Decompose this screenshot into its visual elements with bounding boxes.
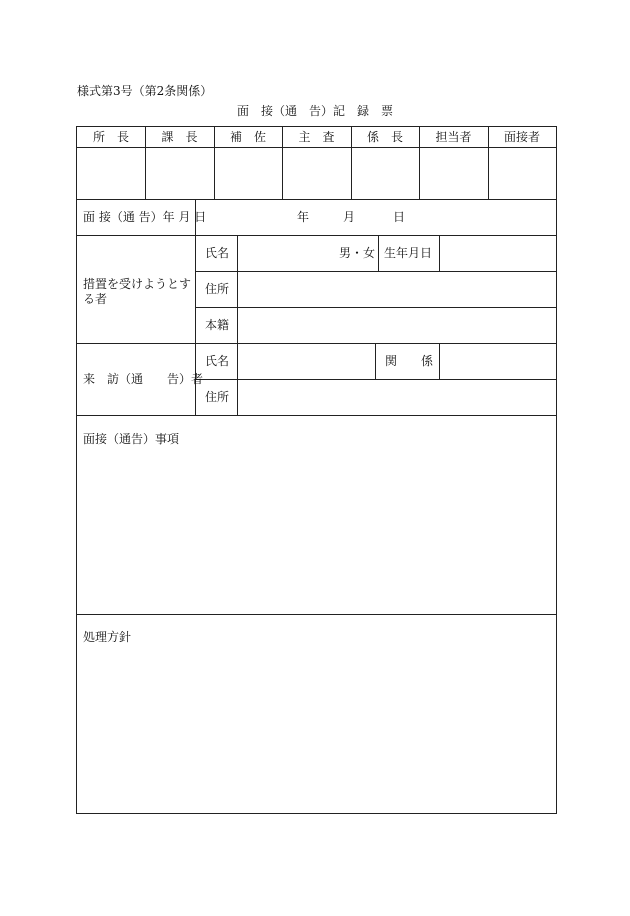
subject-domicile-label: 本籍 xyxy=(205,318,230,332)
row-line xyxy=(77,235,556,236)
approval-header-person-in-charge: 担当者 xyxy=(435,130,472,144)
approval-header-unit-chief: 係 長 xyxy=(366,130,403,144)
form-number-label: 様式第3号（第2条関係） xyxy=(77,84,213,98)
subject-label-line1: 措置を受けようとす xyxy=(83,277,192,291)
interview-date-month: 月 xyxy=(343,210,356,224)
col-line xyxy=(375,343,376,379)
interview-date-year: 年 xyxy=(297,210,310,224)
policy-label: 処理方針 xyxy=(83,630,132,644)
subject-address-label: 住所 xyxy=(205,282,230,296)
row-line xyxy=(195,307,556,308)
interview-date-label: 面 接（通 告）年 月 日 xyxy=(83,210,207,224)
row-line xyxy=(77,415,556,416)
approval-header-inspector: 主 査 xyxy=(298,130,335,144)
approval-header-section-chief: 課 長 xyxy=(161,130,198,144)
approval-header-interviewer: 面接者 xyxy=(503,130,540,144)
col-line xyxy=(378,235,379,271)
approval-header-chief: 所 長 xyxy=(92,130,129,144)
matters-label: 面接（通告）事項 xyxy=(83,432,180,446)
subject-label-line2: る者 xyxy=(83,292,108,306)
col-line xyxy=(439,343,440,379)
row-line xyxy=(77,343,556,344)
subject-gender: 男・女 xyxy=(339,246,376,260)
subject-name-label: 氏名 xyxy=(205,246,230,260)
visitor-address-label: 住所 xyxy=(205,390,230,404)
interview-date-day: 日 xyxy=(393,210,406,224)
visitor-label: 来 訪（通 告）者 xyxy=(83,372,204,386)
form-title: 面 接（通 告）記 録 票 xyxy=(236,104,393,118)
row-line xyxy=(77,147,556,148)
col-line xyxy=(237,235,238,415)
row-line xyxy=(77,614,556,615)
visitor-relation-label: 関 係 xyxy=(385,354,434,368)
col-line xyxy=(439,235,440,271)
record-table xyxy=(76,126,557,814)
subject-birthdate-label: 生年月日 xyxy=(384,246,433,260)
row-line xyxy=(77,199,556,200)
visitor-name-label: 氏名 xyxy=(205,354,230,368)
row-line xyxy=(195,271,556,272)
approval-header-assistant: 補 佐 xyxy=(229,130,266,144)
row-line xyxy=(195,379,556,380)
